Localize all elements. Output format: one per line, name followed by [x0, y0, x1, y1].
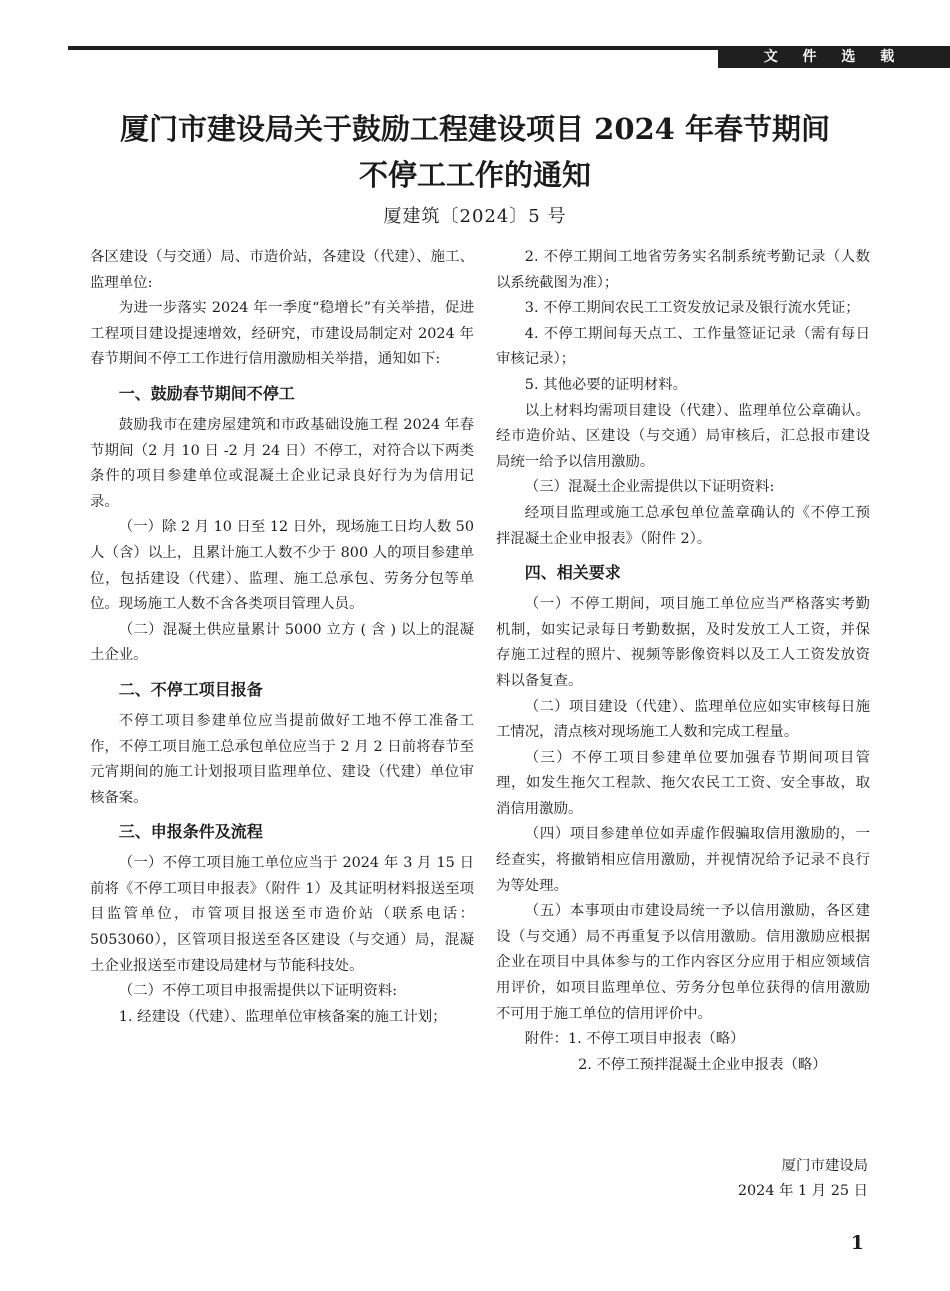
section-3-item-3: 3. 不停工期间农民工工资发放记录及银行流水凭证；	[524, 300, 860, 317]
section-4-paragraph-2: （二）项目建设（代建）、监理单位应如实审核每日施工情况，清点核对现场施工人数和完成工程量。	[496, 698, 870, 741]
section-4-paragraph-5: （五）本事项由市建设局统一予以信用激励，各区建设（与交通）局不再重复予以信用激励。信用激励应根据企业在项目中具体参与的工作内容区分应用于相应领域信用评价，如项目监理单位、劳务分包单位获得的信用激励不可用于施工单位的信用评价中。	[496, 903, 870, 1022]
section-3-item-4: 4. 不停工期间每天点工、工作量签证记录（需有每日审核记录）；	[496, 325, 870, 368]
left-column	[90, 245, 474, 1030]
section-tag: 文 件 选 载	[718, 46, 950, 68]
section-4-paragraph-1: （一）不停工期间，项目施工单位应当严格落实考勤机制，如实记录每日考勤数据，及时发放工人工资，并保存施工过程的照片、视频等影像资料以及工人工资发放资料以备复查。	[496, 596, 870, 689]
section-1-heading: 一、鼓励春节期间不停工	[118, 383, 295, 403]
section-2-heading: 二、不停工项目报备	[118, 679, 263, 699]
section-3-paragraph-2: （二）不停工项目申报需提供以下证明资料:	[118, 983, 398, 1000]
section-3-item-2: 2. 不停工期间工地省劳务实名制系统考勤记录（人数以系统截图为准）；	[496, 249, 870, 291]
section-2-paragraph-1: 不停工项目参建单位应当提前做好工地不停工准备工作，不停工项目施工总承包单位应当于 2 月 2 日前将春节至元宵期间的施工计划报项目监理单位、建设（代建）单位审核备案。	[90, 712, 474, 806]
section-1-paragraph-1: 鼓励我市在建房屋建筑和市政基础设施工程 2024 年春节期间（2 月 10 日 -2 月 24 日）不停工，对符合以下两类条件的项目参建单位或混凝土企业记录良好行为为信用记录。	[90, 416, 474, 510]
page-number: 1	[850, 1232, 864, 1254]
intro-paragraph: 为进一步落实 2024 年一季度“稳增长”有关举措，促进工程项目建设提速增效，经研究，市建设局制定对 2024 年春节期间不停工工作进行信用激励相关举措，通知如下:	[90, 300, 474, 368]
document-number: 厦建筑〔2024〕5 号	[383, 206, 567, 227]
attachment-1: 附件：1. 不停工项目申报表（略）	[524, 1031, 745, 1048]
section-3-paragraph-5: 经项目监理或施工总承包单位盖章确认的《不停工预拌混凝土企业申报表》（附件 2）。	[496, 504, 870, 547]
title-line-2: 不停工工作的通知	[358, 158, 591, 192]
section-3-paragraph-1: （一）不停工项目施工单位应当于 2024 年 3 月 15 日前将《不停工项目申报表》（附件 1）及其证明材料报送至项目监管单位，市管项目报送至市造价站（联系电话：5053060），区管项目报送至各区建设（与交通）局，混凝土企业报送至市建设局建材与节能科技处。	[90, 855, 474, 974]
issue-date: 2024 年 1 月 25 日	[737, 1183, 868, 1199]
section-3-item-5: 5. 其他必要的证明材料。	[524, 376, 688, 393]
title-line-1: 厦门市建设局关于鼓励工程建设项目 2024 年春节期间	[120, 112, 830, 146]
section-3-heading: 三、申报条件及流程	[118, 822, 263, 842]
attachment-2: 2. 不停工预拌混凝土企业申报表（略）	[578, 1056, 827, 1073]
section-4-paragraph-3: （三）不停工项目参建单位要加强春节期间项目管理，如发生拖欠工程款、拖欠农民工工资、安全事故，取消信用激励。	[496, 749, 870, 817]
section-3-paragraph-3: 以上材料均需项目建设（代建）、监理单位公章确认。经市造价站、区建设（与交通）局审核后，汇总报市建设局统一给予以信用激励。	[496, 402, 870, 470]
addressee: 各区建设（与交通）局、市造价站，各建设（代建）、施工、监理单位:	[90, 249, 474, 291]
section-3-item-1: 1. 经建设（代建）、监理单位审核备案的施工计划；	[118, 1008, 447, 1025]
section-1-paragraph-3: （二）混凝土供应量累计 5000 立方 ( 含 ) 以上的混凝土企业。	[90, 621, 474, 664]
signature-block	[738, 1154, 868, 1204]
document-title	[60, 106, 890, 198]
section-4-paragraph-4: （四）项目参建单位如弄虚作假骗取信用激励的，一经查实，将撤销相应信用激励，并视情况给予记录不良行为等处理。	[496, 826, 870, 894]
section-1-paragraph-2: （一）除 2 月 10 日至 12 日外，现场施工日均人数 50 人（含）以上，且累计施工人数不少于 800 人的项目参建单位，包括建设（代建）、监理、施工总承包、劳务分包等单位。现场施工人数不含各类项目管理人员。	[90, 519, 474, 613]
right-column	[496, 245, 870, 1078]
section-4-heading: 四、相关要求	[524, 563, 621, 583]
section-3-paragraph-4: （三）混凝土企业需提供以下证明资料:	[524, 479, 775, 496]
issuer-name: 厦门市建设局	[781, 1158, 868, 1174]
